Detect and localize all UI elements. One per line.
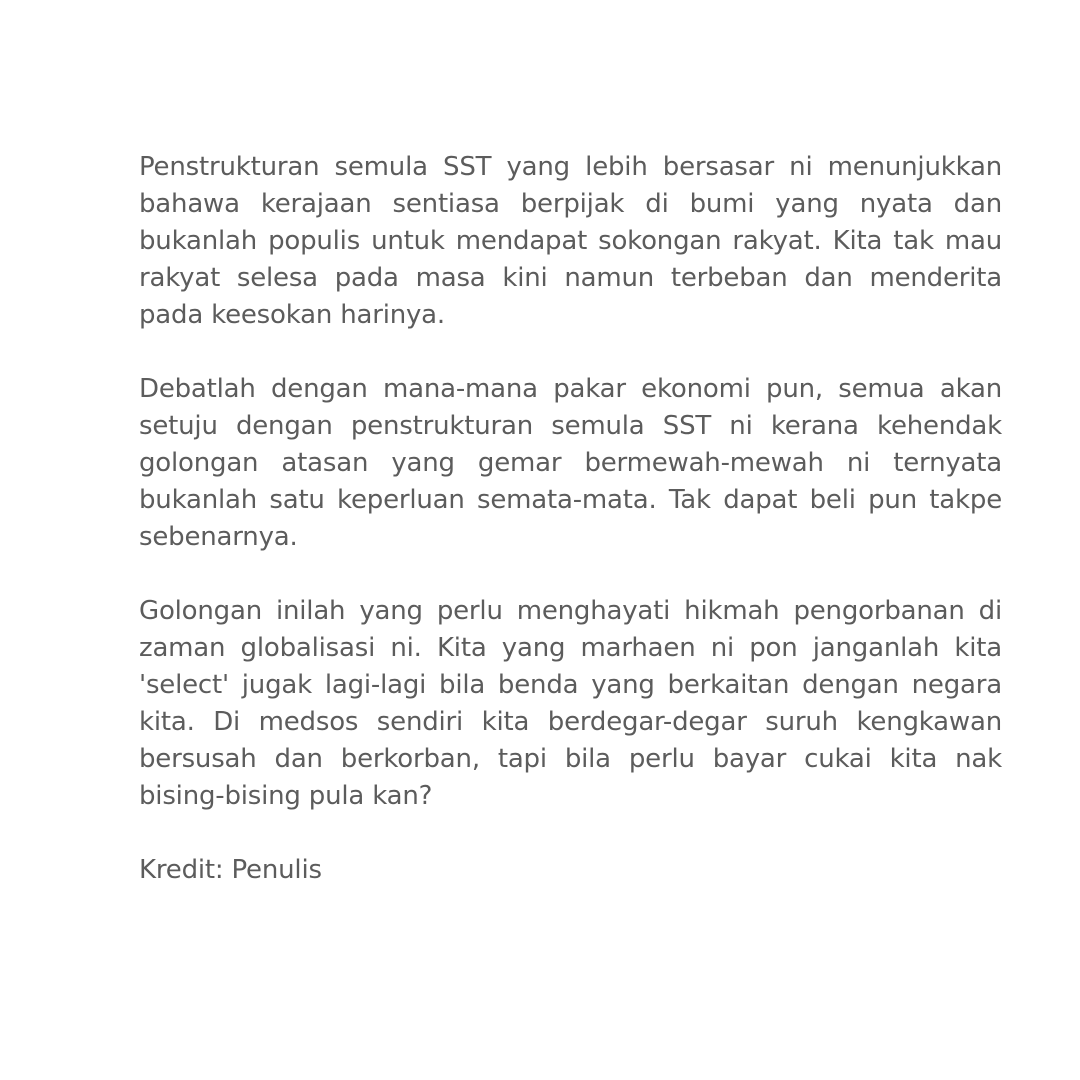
article-paragraph-1: Penstrukturan semula SST yang lebih bersasar ni menunjukkan bahawa kerajaan sentiasa berpijak di bumi yang nyata dan bukanlah populis untuk mendapat sokongan rakyat. Kita tak mau rakyat selesa pada masa kini namun terbeban dan menderita pada keesokan harinya. — [139, 152, 1002, 330]
article-paragraph-3: Golongan inilah yang perlu menghayati hikmah pengorbanan di zaman globalisasi ni. Kita yang marhaen ni pon janganlah kita 'select' jugak lagi-lagi bila benda yang berkaitan dengan negara kita. Di medsos sendiri kita berdegar-degar suruh kengkawan bersusah dan berkorban, tapi bila perlu bayar cukai kita nak bising-bising pula kan? — [139, 596, 1002, 811]
article-paragraph-2: Debatlah dengan mana-mana pakar ekonomi pun, semua akan setuju dengan penstrukturan semula SST ni kerana kehendak golongan atasan yang gemar bermewah-mewah ni ternyata bukanlah satu keperluan semata-mata. Tak dapat beli pun takpe sebenarnya. — [139, 374, 1002, 552]
article-body — [139, 149, 1002, 889]
credit-line: Kredit: Penulis — [139, 855, 322, 885]
